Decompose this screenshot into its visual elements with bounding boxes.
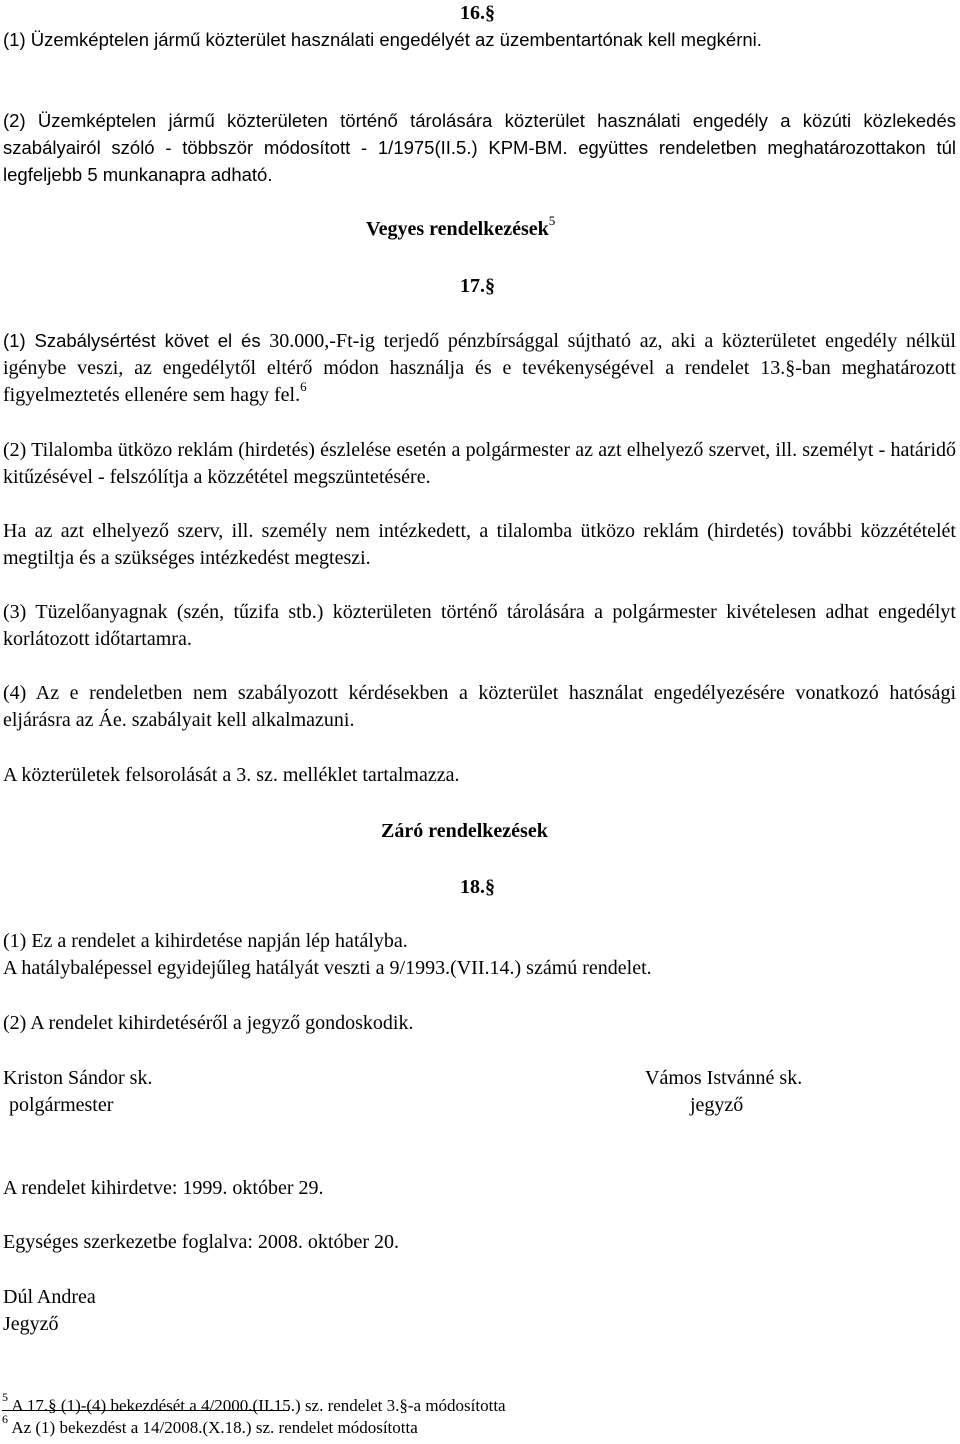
footnote-6 [2, 1412, 418, 1438]
section-18-number [460, 874, 495, 901]
s18-paragraph-2: (2) A rendelet kihirdetéséről a jegyző gondoskodik. [3, 1012, 414, 1034]
footnote-5 [2, 1390, 506, 1416]
footnote-6-number: 6 [2, 1412, 8, 1427]
s17-p1-tail: -ban meghatározott figyelmeztetés ellenére sem hagy fel. [3, 357, 956, 406]
footnote-ref-6: 6 [300, 379, 307, 395]
clerk-title: Jegyző [3, 1313, 59, 1335]
s18-paragraph-1b: A hatálybalépessel egyidejűleg hatályát veszti a 9/1993.(VII.14.) számú rendelet. [3, 957, 652, 979]
clerk-name: Dúl Andrea [3, 1286, 96, 1308]
footnote-5-text-a: A 17. [11, 1396, 49, 1415]
footnote-6-text: Az (1) bekezdést a 14/2008.(X.18.) sz. rendelet módosította [11, 1418, 418, 1437]
section-sign: § [485, 275, 495, 297]
section-sign: § [48, 1396, 57, 1415]
section-sign: § [399, 1396, 408, 1415]
section-17-number [460, 273, 495, 300]
section-18-label: 18. [460, 876, 485, 898]
heading-mixed-provisions-label: Vegyes rendelkezések [366, 218, 549, 240]
s18-paragraph-1a: (1) Ez a rendelet a kihirdetése napján lép hatályba. [3, 930, 408, 952]
footnote-5-text-c: -a módosította [407, 1396, 506, 1415]
section-16-label: 16. [460, 2, 485, 24]
signature-left-title: polgármester [9, 1094, 114, 1116]
section-17-label: 17. [460, 275, 485, 297]
footnote-5-text-b: (1)-(4) bekezdését a 4/2000.(II.15.) sz. rendelet 3. [56, 1396, 400, 1415]
section-sign: § [785, 357, 796, 379]
s17-paragraph-1 [3, 327, 956, 409]
heading-mixed-provisions [366, 213, 556, 243]
s16-paragraph-2: (2) Üzemképtelen jármű közterületen történő tárolására közterület használati engedély a közúti közlekedés szabályairól szóló - többször módosított - 1/1975(II.5.) KPM-BM. együttes rendeletben meghatározottakon túl legfeljebb 5 munkanapra adható. [3, 110, 956, 185]
s17-paragraph-4: (4) Az e rendeletben nem szabályozott kérdésekben a közterület használat engedélyezésére vonatkozó hatósági eljárásra az Áe. szabályait kell alkalmazuni. [3, 682, 956, 731]
consolidation-date: Egységes szerkezetbe foglalva: 2008. október 20. [3, 1231, 399, 1253]
signature-right-name: Vámos Istvánné sk. [645, 1067, 803, 1089]
signature-right-title: jegyző [690, 1094, 744, 1116]
section-16-number [460, 0, 495, 27]
s16-paragraph-1: (1) Üzemképtelen jármű közterület használati engedélyét az üzembentartónak kell megkérni. [3, 29, 762, 50]
section-sign: § [485, 2, 495, 24]
s17-paragraph-2b: Ha az azt elhelyező szerv, ill. személy nem intézkedett, a tilalomba ütközo reklám (hirdetés) további közzétételét megtiltja és a szükséges intézkedést megteszi. [3, 520, 956, 569]
promulgation-date: A rendelet kihirdetve: 1999. október 29. [3, 1177, 324, 1199]
s17-paragraph-5: A közterületek felsorolását a 3. sz. melléklet tartalmazza. [3, 764, 460, 786]
footnote-ref-5: 5 [548, 213, 556, 229]
s17-p1-body: 30.000,-Ft-ig terjedő pénzbírsággal sújtható az, aki a közterületet engedély nélkül igénybe veszi, az engedélytől eltérő módon használja és e tevékenységével a rendelet 13. [3, 330, 956, 379]
s17-paragraph-2: (2) Tilalomba ütközo reklám (hirdetés) észlelése esetén a polgármester az azt elhelyező szervet, ill. személyt - határidő kitűzésével - felszólítja a közzététel megszüntetésére. [3, 439, 956, 488]
s17-paragraph-3: (3) Tüzelőanyagnak (szén, tűzifa stb.) közterületen történő tárolására a polgármester kivételesen adhat engedélyt korlátozott időtartamra. [3, 601, 956, 650]
section-sign: § [485, 876, 495, 898]
signature-left-name: Kriston Sándor sk. [3, 1067, 153, 1089]
s17-p1-lead: (1) Szabálysértést követ el és [3, 330, 261, 351]
footnote-5-number: 5 [2, 1390, 8, 1405]
heading-final-provisions: Záró rendelkezések [381, 820, 548, 842]
